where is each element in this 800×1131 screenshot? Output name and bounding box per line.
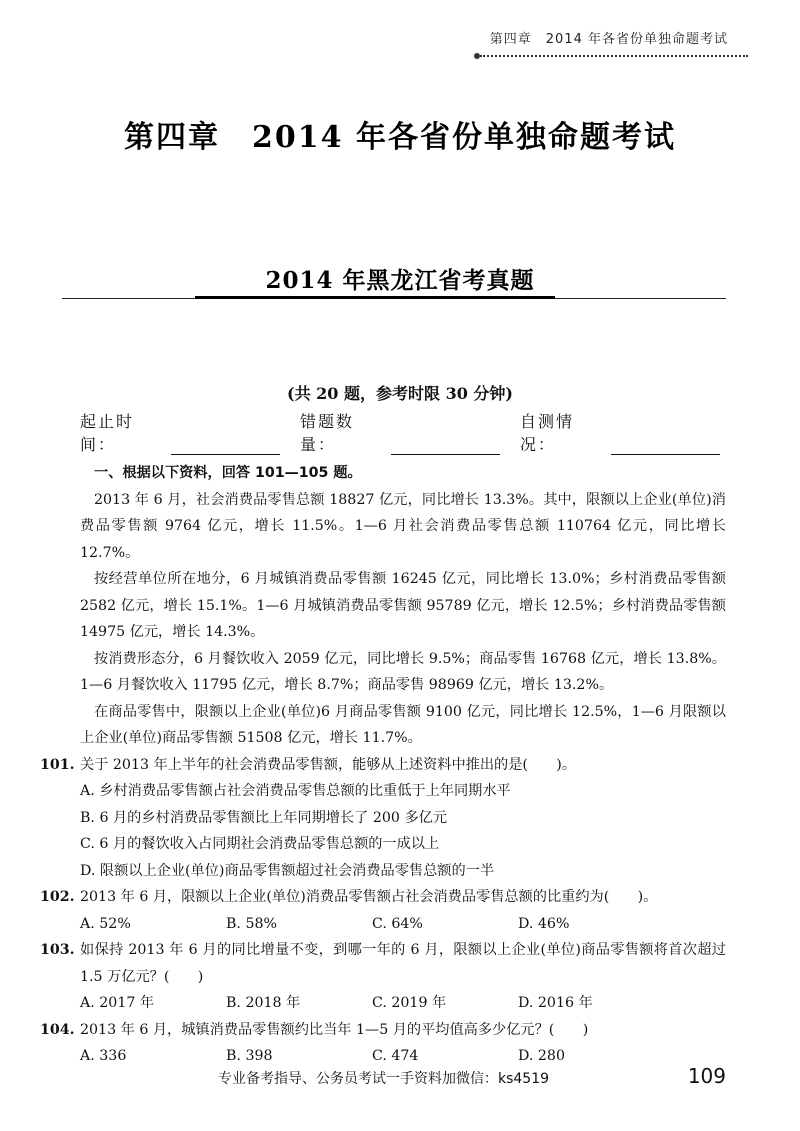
option-c: C. 64% — [372, 915, 423, 932]
group-heading: 一、根据以下资料，回答 101—105 题。 — [94, 465, 362, 481]
self-eval-blank — [611, 436, 720, 455]
self-eval-field — [520, 409, 720, 455]
wrong-count-blank — [391, 436, 500, 455]
material-paragraph: 按经营单位所在地分，6 月城镇消费品零售额 16245 亿元，同比增长 13.0%；乡村消费品零售额 2582 亿元，增长 15.1%。1—6 月城镇消费品零售额 95789 亿元，增长 12.5%；乡村消费品零售额 14975 亿元，增长 14.3%。 — [80, 571, 726, 640]
question-103 — [40, 937, 726, 990]
question-number: 103. — [40, 942, 75, 958]
option-b: B. 58% — [226, 915, 277, 932]
main-content — [40, 460, 726, 1070]
chapter-title: 第四章 2014 年各省份单独命题考试 — [124, 120, 676, 155]
option-d: D. 280 — [518, 1048, 565, 1064]
section-rule-thick — [195, 296, 555, 299]
options-row — [80, 990, 726, 1017]
header-dotted-rule — [480, 55, 748, 57]
option-b: B. 398 — [226, 1048, 273, 1064]
question-count-info: (共 20 题，参考时限 30 分钟) — [287, 384, 513, 403]
page-number: 109 — [687, 1064, 726, 1088]
start-time-field — [80, 409, 280, 455]
option-d: D. 2016 年 — [518, 995, 593, 1011]
option-b: B. 2018 年 — [226, 995, 301, 1011]
start-time-blank — [171, 436, 280, 455]
wrong-count-label: 错题数量： — [300, 412, 355, 454]
question-stem: 2013 年 6 月，城镇消费品零售额约比当年 1—5 月的平均值高多少亿元？( ) — [80, 1021, 589, 1038]
option-b: B. 6 月的乡村消费品零售额比上年同期增长了 200 多亿元 — [80, 809, 448, 826]
option-c: C. 6 月的餐饮收入占同期社会消费品零售总额的一成以上 — [80, 836, 440, 852]
option-a: A. 乡村消费品零售额占社会消费品零售总额的比重低于上年同期水平 — [80, 783, 511, 799]
option-d: D. 限额以上企业(单位)商品零售额超过社会消费品零售总额的一半 — [80, 862, 495, 879]
running-head: 第四章 2014 年各省份单独命题考试 — [489, 32, 728, 47]
start-time-label: 起止时间： — [80, 412, 135, 454]
options-row — [80, 911, 726, 938]
question-number: 104. — [40, 1021, 75, 1038]
material-paragraph: 2013 年 6 月，社会消费品零售总额 18827 亿元，同比增长 13.3%。其中，限额以上企业(单位)消费品零售额 9764 亿元，增长 11.5%。1—6 月社会消费品零售总额 110764 亿元，同比增长 12.7%。 — [80, 491, 726, 561]
question-number: 101. — [40, 756, 75, 773]
footer-note: 专业备考指导、公务员考试一手资料加微信：ks4519 — [218, 1071, 550, 1087]
question-102 — [40, 884, 726, 911]
self-eval-label: 自测情况： — [520, 412, 575, 454]
option-c: C. 2019 年 — [372, 995, 447, 1011]
question-stem: 如保持 2013 年 6 月的同比增量不变，到哪一年的 6 月，限额以上企业(单位)商品零售额将首次超过 1.5 万亿元？( ) — [80, 942, 726, 985]
material-paragraph: 在商品零售中，限额以上企业(单位)6 月商品零售额 9100 亿元，同比增长 12.5%，1—6 月限额以上企业(单位)商品零售额 51508 亿元，增长 11.7%。 — [80, 703, 726, 746]
question-stem: 关于 2013 年上半年的社会消费品零售额，能够从上述资料中推出的是( )。 — [80, 756, 577, 773]
option-c: C. 474 — [372, 1048, 419, 1064]
section-title: 2014 年黑龙江省考真题 — [265, 267, 535, 294]
question-101 — [40, 752, 726, 779]
question-number: 102. — [40, 889, 75, 905]
question-stem: 2013 年 6 月，限额以上企业(单位)消费品零售额占社会消费品零售总额的比重约为( )。 — [80, 889, 658, 905]
option-a: A. 2017 年 — [80, 995, 155, 1011]
option-a: A. 336 — [80, 1048, 127, 1064]
material-paragraph: 按消费形态分，6 月餐饮收入 2059 亿元，同比增长 9.5%；商品零售 16768 亿元，增长 13.8%。1—6 月餐饮收入 11795 亿元，增长 8.7%；商品零售 98969 亿元，增长 13.2%。 — [80, 650, 726, 693]
option-d: D. 46% — [518, 915, 570, 932]
self-record-row — [80, 409, 720, 455]
question-104 — [40, 1017, 726, 1044]
options-row — [80, 1043, 726, 1070]
option-a: A. 52% — [80, 915, 131, 932]
wrong-count-field — [300, 409, 500, 455]
